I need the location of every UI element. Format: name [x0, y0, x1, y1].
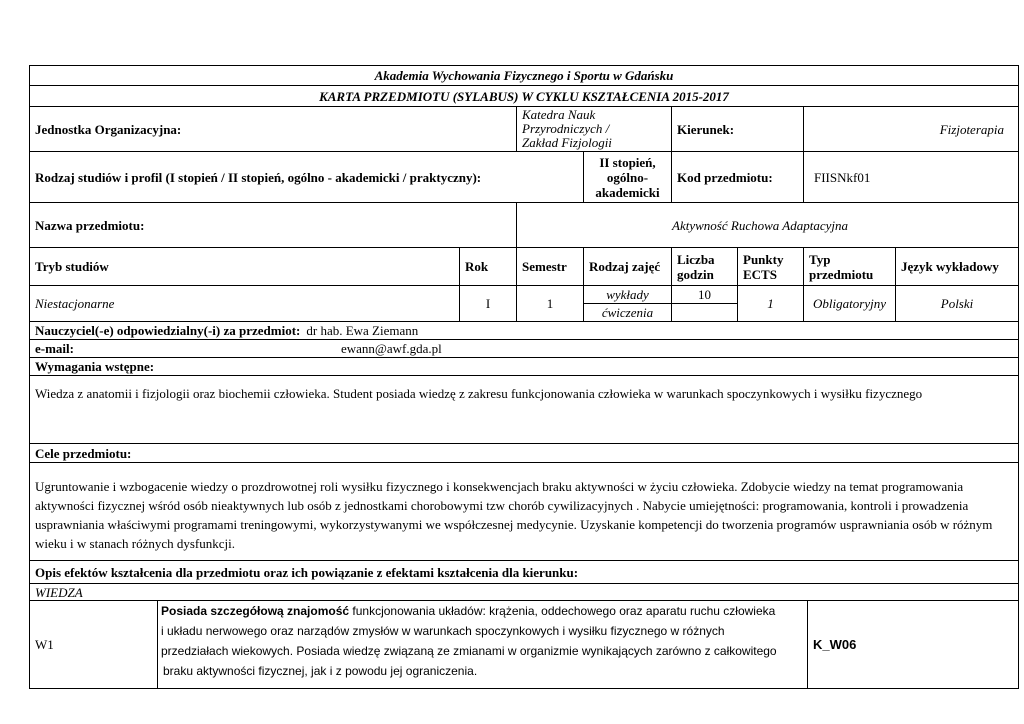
- card-title: KARTA PRZEDMIOTU (SYLABUS) W CYKLU KSZTAŁCENIA 2015-2017: [29, 85, 1019, 107]
- knowledge-category: WIEDZA: [29, 583, 1019, 601]
- outcome-w1-description: [157, 600, 808, 689]
- header-language: Język wykładowy: [895, 247, 1019, 286]
- row-ects: 1: [737, 285, 804, 322]
- unit-label: Jednostka Organizacyjna:: [29, 106, 517, 152]
- studies-label: Rodzaj studiów i profil (I stopień / II stopień, ogólno - akademicki / praktyczny):: [29, 151, 584, 203]
- requirements-label: Wymagania wstępne:: [29, 357, 1019, 376]
- goals-text-row: [29, 462, 1019, 561]
- outcome-w1-bold-lead: Posiada szczegółową znajomość: [161, 604, 350, 618]
- row-hours-lecture: 10: [671, 285, 738, 304]
- email-row: [29, 339, 1019, 358]
- requirements-label-row: [29, 357, 1019, 376]
- row-class-type-exercises: ćwiczenia: [583, 303, 672, 322]
- outcome-w1-row: [29, 600, 1019, 689]
- header-semester: Semestr: [516, 247, 584, 286]
- row-year: I: [459, 285, 517, 322]
- studies-value: [583, 151, 672, 203]
- row-subject-type: Obligatoryjny: [803, 285, 896, 322]
- subject-value: Aktywność Ruchowa Adaptacyjna: [516, 202, 1019, 248]
- subject-label: Nazwa przedmiotu:: [29, 202, 517, 248]
- email-value[interactable]: ewann@awf.gda.pl: [341, 341, 442, 356]
- subject-row: [29, 202, 1019, 248]
- row-language: Polski: [895, 285, 1019, 322]
- header-mode: Tryb studiów: [29, 247, 460, 286]
- outcomes-label-row: [29, 560, 1019, 584]
- table-data-row: [29, 285, 1019, 322]
- outcome-w1-line1: funkcjonowania układów: krążenia, oddechowego oraz aparatu ruchu człowieka: [349, 604, 776, 618]
- table-header-row: [29, 247, 1019, 286]
- unit-value-line: Katedra Nauk: [522, 107, 596, 122]
- outcome-w1-line4: braku aktywności fizycznej, jak i z powodu jej ograniczenia.: [163, 664, 478, 678]
- outcomes-label: Opis efektów kształcenia dla przedmiotu oraz ich powiązanie z efektami kształcenia dla kierunku:: [29, 560, 1019, 584]
- row-hours-exercises: [671, 303, 738, 322]
- outcome-w1-code: W1: [29, 600, 158, 689]
- unit-value: [516, 106, 672, 152]
- teacher-row: [29, 321, 1019, 340]
- kierunek-label: Kierunek:: [671, 106, 804, 152]
- teacher-cell: [29, 321, 1019, 340]
- teacher-value: dr hab. Ewa Ziemann: [306, 323, 419, 338]
- goals-label-row: [29, 443, 1019, 463]
- header-subject-type: Typ przedmiotu: [803, 247, 896, 286]
- email-label: e-mail:: [35, 341, 74, 356]
- studies-row: [29, 151, 1019, 203]
- goals-text: Ugruntowanie i wzbogacenie wiedzy o prozdrowotnej roli wysiłku fizycznego i konsekwencjach braku aktywności w życiu człowieka. Zdobycie wiedzy na temat programowania aktywności fizycznej wśród osób nieaktywnych lub osób z jednostkami chorobowymi tzw chorób cywilizacyjnych . Nabycie umiejętności: programowania, kontroli i prowadzenia usprawniania właściwymi programami treningowymi, wykorzystywanymi we współczesnej medycynie. Uzyskanie kompetencji do tworzenia programów usprawniania osób w różnym wieku i w stanach różnych dysfunkcji.: [29, 462, 1019, 561]
- header-year: Rok: [459, 247, 517, 286]
- outcome-w1-reference: K_W06: [807, 600, 1019, 689]
- code-value: FIISNkf01: [803, 151, 1019, 203]
- studies-value-line: II stopień,: [599, 154, 656, 170]
- studies-value-line: akademicki: [595, 184, 660, 200]
- knowledge-row: [29, 583, 1019, 601]
- kierunek-value: Fizjoterapia: [803, 106, 1019, 152]
- row-semester: 1: [516, 285, 584, 322]
- header-class-type: Rodzaj zajęć: [583, 247, 672, 286]
- requirements-text: Wiedza z anatomii i fizjologii oraz biochemii człowieka. Student posiada wiedzę z zakresu funkcjonowania człowieka w warunkach spoczynkowych i wysiłku fizycznego: [29, 375, 1019, 444]
- row-class-type-lecture: wykłady: [583, 285, 672, 304]
- outcome-w1-line2: i układu nerwowego oraz narządów zmysłów w warunkach spoczynkowych i wysiłku fizycznego w różnych: [161, 624, 725, 638]
- code-label: Kod przedmiotu:: [671, 151, 804, 203]
- unit-value-line: Przyrodniczych /: [522, 121, 610, 136]
- outcome-w1-line3: przedziałach wiekowych. Posiada wiedzę związaną ze zmianami w organizmie wynikających zarówno z całkowitego: [161, 644, 777, 658]
- unit-value-line: Zakład Fizjologii: [522, 135, 612, 150]
- header-ects: Punkty ECTS: [737, 247, 804, 286]
- unit-row: [29, 106, 1019, 152]
- studies-value-line: ogólno-: [606, 169, 649, 185]
- email-cell: [29, 339, 1019, 358]
- requirements-text-row: [29, 375, 1019, 444]
- goals-label: Cele przedmiotu:: [29, 443, 1019, 463]
- row-mode: Niestacjonarne: [29, 285, 460, 322]
- header-hours: Liczba godzin: [671, 247, 738, 286]
- syllabus-card: [29, 65, 1019, 690]
- header-row-academy: [29, 65, 1019, 86]
- header-row-title: [29, 85, 1019, 107]
- teacher-label: Nauczyciel(-e) odpowiedzialny(-i) za przedmiot:: [35, 323, 301, 338]
- academy-name: Akademia Wychowania Fizycznego i Sportu w Gdańsku: [29, 65, 1019, 86]
